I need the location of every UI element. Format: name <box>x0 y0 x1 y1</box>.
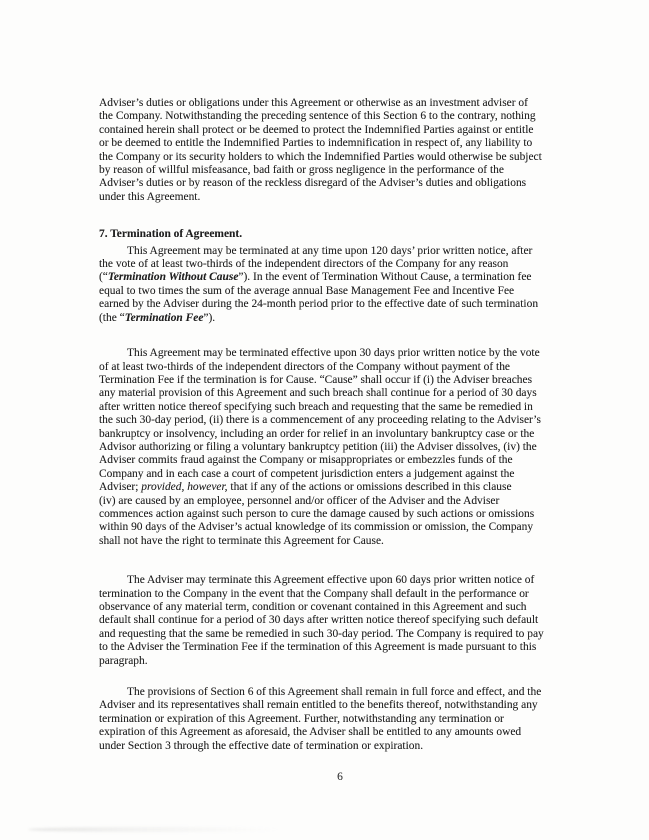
text-line: Adviser and its representatives shall remain entitled to the benefits thereof, notwithstanding any <box>99 699 538 712</box>
text-line: the vote of at least two-thirds of the independent directors of the Company for any reason <box>99 258 509 271</box>
text-line: commences action against such person to cure the damage caused by such actions or omissions <box>99 507 535 520</box>
text-line: Adviser’s duties or obligations under this Agreement or otherwise as an investment adviser of <box>99 97 528 109</box>
section-7-heading <box>99 228 607 241</box>
text-line: Termination Fee if the termination is for Cause. “Cause” shall occur if (i) the Adviser breaches <box>99 373 533 386</box>
text-line: (iv) are caused by an employee, personnel and/or officer of the Adviser and the Adviser <box>99 494 500 507</box>
text-line: bankruptcy or insolvency, including an order for relief in an involuntary bankruptcy case or the <box>99 427 535 440</box>
text-line: This Agreement may be terminated effective upon 30 days prior written notice by the vote <box>127 347 540 360</box>
text-line: observance of any material term, condition or covenant contained in this Agreement and such <box>99 601 527 613</box>
text-line: under this Agreement. <box>99 190 201 203</box>
indemnification-continuation-paragraph <box>99 97 607 204</box>
text-line: (the “Termination Fee”). <box>99 311 216 324</box>
text-line: earned by the Adviser during the 24-month period prior to the effective date of such termination <box>99 298 539 311</box>
text-line: the such 30-day period, (ii) there is a commencement of any proceeding relating to the Adviser’s <box>99 414 541 427</box>
text-line: expiration of this Agreement as aforesaid, the Adviser shall be entitled to any amounts owed <box>99 726 522 739</box>
termination-for-cause-paragraph <box>99 347 607 548</box>
text-line: after written notice thereof specifying such breach and requesting that the same be remedied in <box>99 400 533 413</box>
text-line: Adviser’s duties or by reason of the reckless disregard of the Adviser’s duties and obligations <box>99 177 527 190</box>
text-line: within 90 days of the Adviser’s actual knowledge of its commission or omission, the Company <box>99 521 534 534</box>
text-line: Adviser; provided, however, that if any of the actions or omissions described in this clause <box>99 481 512 494</box>
text-line: Advisor authorizing or filing a voluntary bankruptcy petition (iii) the Adviser dissolves, (iv) the <box>99 440 537 453</box>
text-line: The provisions of Section 6 of this Agreement shall remain in full force and effect, and the <box>127 686 542 699</box>
text-line: under Section 3 through the effective date of termination or expiration. <box>99 739 424 752</box>
text-line: any material provision of this Agreement and such breach shall continue for a period of 30 days <box>99 387 537 400</box>
document-text <box>99 97 607 753</box>
text-line: default shall continue for a period of 30 days after written notice thereof specifying such default <box>99 614 539 627</box>
text-line: shall not have the right to terminate this Agreement for Cause. <box>99 534 384 547</box>
survival-of-provisions-paragraph <box>99 686 607 753</box>
text-line: 7. Termination of Agreement. <box>99 228 243 241</box>
text-line: termination to the Company in the event that the Company shall default in the performance or <box>99 587 529 600</box>
page-number: 6 <box>337 771 343 783</box>
text-line: equal to two times the sum of the average annual Base Management Fee and Incentive Fee <box>99 284 515 297</box>
scan-artifact <box>28 827 283 832</box>
text-line: and requesting that the same be remedied in such 30-day period. The Company is required to pay <box>99 627 544 640</box>
text-line: contained herein shall protect or be deemed to protect the Indemnified Parties against or entitle <box>99 123 534 136</box>
text-line: the Company. Notwithstanding the preceding sentence of this Section 6 to the contrary, nothing <box>99 110 536 123</box>
text-line: of at least two-thirds of the independent directors of the Company without payment of the <box>99 360 511 373</box>
text-line: termination or expiration of this Agreement. Further, notwithstanding any termination or <box>99 712 504 725</box>
text-line: (“Termination Without Cause”). In the event of Termination Without Cause, a termination fee <box>99 271 532 284</box>
text-line: by reason of willful misfeasance, bad faith or gross negligence in the performance of the <box>99 164 504 177</box>
adviser-termination-paragraph <box>99 574 607 668</box>
text-line: Company and in each case a court of competent jurisdiction enters a judgement against the <box>99 467 515 480</box>
text-line: The Adviser may terminate this Agreement effective upon 60 days prior written notice of <box>127 574 535 587</box>
text-line: the Company or its security holders to which the Indemnified Parties would otherwise be subject <box>99 150 542 163</box>
text-line: paragraph. <box>99 654 148 667</box>
text-line: Adviser commits fraud against the Company or misappropriates or embezzles funds of the <box>99 454 513 467</box>
termination-without-cause-paragraph <box>99 245 607 325</box>
text-line: or be deemed to entitle the Indemnified Parties to indemnification in respect of, any liability to <box>99 137 533 150</box>
text-line: This Agreement may be terminated at any time upon 120 days’ prior written notice, after <box>127 244 533 257</box>
text-line: to the Adviser the Termination Fee if the termination of this Agreement is made pursuant to this <box>99 641 537 654</box>
